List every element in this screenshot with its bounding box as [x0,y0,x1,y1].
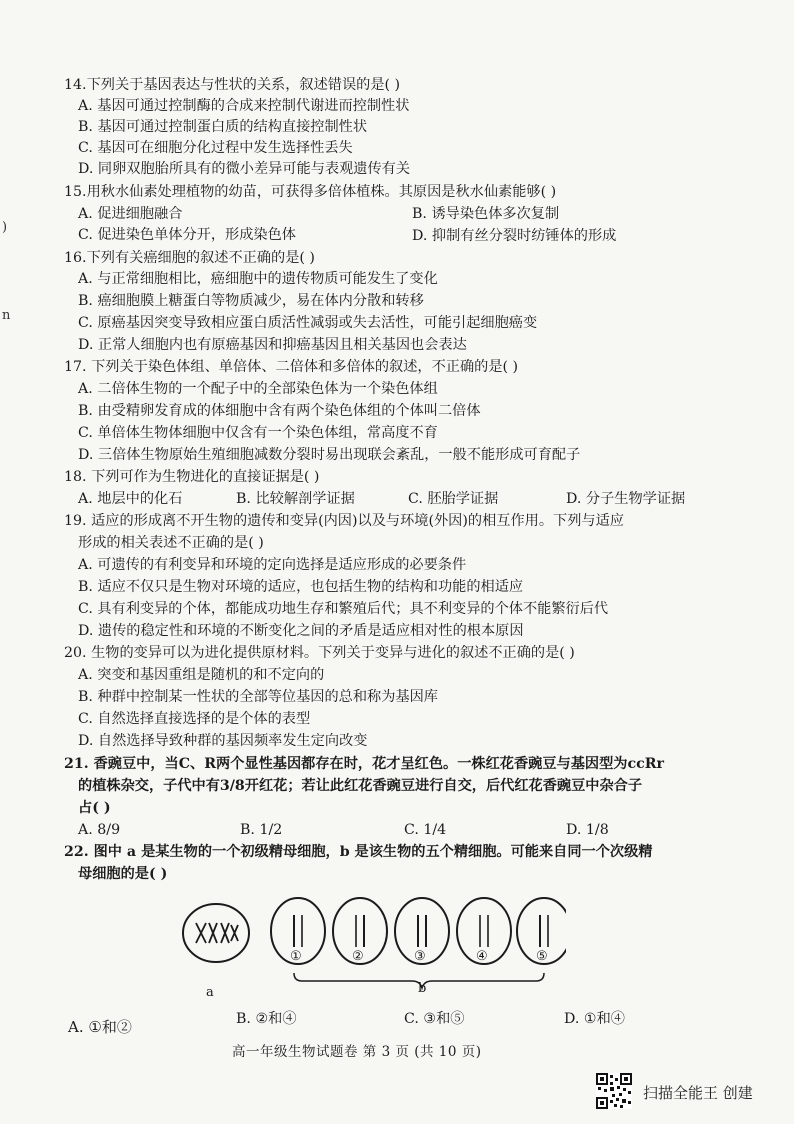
question-18-stem: 18. 下列可作为生物进化的直接证据是( ) [64,469,320,485]
question-15-option-c: C. 促进染色单体分开，形成染色体 [78,227,296,243]
question-21-stem-line1: 21. 香豌豆中，当C、R两个显性基因都存在时，花才呈红色。一株红花香豌豆与基因型为ccRr [64,756,664,772]
question-16-stem: 16.下列有关癌细胞的叙述不正确的是( ) [64,250,315,266]
question-17-option-a: A. 二倍体生物的一个配子中的全部染色体为一个染色体组 [78,381,438,397]
question-15-stem: 15.用秋水仙素处理植物的幼苗，可获得多倍体植株。其原因是秋水仙素能够( ) [64,184,557,200]
question-22-option-c: C. ③和⑤ [404,1011,465,1027]
question-14-option-d: D. 同卵双胞胎所具有的微小差异可能与表观遗传有关 [78,161,411,177]
question-15-option-a: A. 促进细胞融合 [78,206,183,222]
page-footer: 高一年级生物试题卷 第 3 页 (共 10 页) [232,1044,482,1060]
question-17-option-b: B. 由受精卵发育成的体细胞中含有两个染色体组的个体叫二倍体 [78,403,481,419]
question-18-option-a: A. 地层中的化石 [78,491,183,507]
question-18-option-c: C. 胚胎学证据 [408,491,499,507]
question-20-option-b: B. 种群中控制某一性状的全部等位基因的总和称为基因库 [78,689,438,705]
figure-label-a: a [206,985,214,1000]
edge-mark: ) [2,220,8,235]
qr-code-icon [596,1073,632,1109]
question-22-option-d: D. ①和④ [564,1011,625,1027]
question-20-option-c: C. 自然选择直接选择的是个体的表型 [78,711,311,727]
question-20-option-a: A. 突变和基因重组是随机的和不定向的 [78,667,325,683]
question-16-option-c: C. 原癌基因突变导致相应蛋白质活性减弱或失去活性，可能引起细胞癌变 [78,315,538,331]
question-19-option-d: D. 遗传的稳定性和环境的不断变化之间的矛盾是适应相对性的根本原因 [78,623,524,639]
question-21-stem-line2: 的植株杂交，子代中有3/8开红花；若让此红花香豌豆进行自交，后代红花香豌豆中杂合子 [78,778,643,794]
cell-figure [176,893,566,1003]
question-16-option-a: A. 与正常细胞相比，癌细胞中的遗传物质可能发生了变化 [78,271,438,287]
question-16-option-b: B. 癌细胞膜上糖蛋白等物质减少，易在体内分散和转移 [78,293,424,309]
question-21-option-a: A. 8/9 [78,822,121,838]
question-21-stem-line3: 占( ) [78,800,111,816]
question-15-option-b: B. 诱导染色体多次复制 [412,206,560,222]
question-22-stem-line2: 母细胞的是( ) [78,866,168,882]
primary-spermatocyte-cell [183,904,249,962]
cell-number-1: ① [290,949,302,964]
edge-mark: n [2,308,11,323]
question-15-option-d: D. 抑制有丝分裂时纺锤体的形成 [412,228,617,244]
question-19-option-a: A. 可遗传的有利变异和环境的定向选择是适应形成的必要条件 [78,557,467,573]
figure-label-b: b [418,981,427,996]
question-18-option-b: B. 比较解剖学证据 [236,491,355,507]
question-16-option-d: D. 正常人细胞内也有原癌基因和抑癌基因且相关基因也会表达 [78,337,467,353]
question-19-option-c: C. 具有利变异的个体，都能成功地生存和繁殖后代；具不利变异的个体不能繁衍后代 [78,601,609,617]
question-19-stem-line1: 19. 适应的形成离不开生物的遗传和变异(内因)以及与环境(外因)的相互作用。下列与适应 [64,513,624,529]
question-17-option-d: D. 三倍体生物原始生殖细胞减数分裂时易出现联会紊乱，一般不能形成可育配子 [78,447,581,463]
cell-number-2: ② [352,949,364,964]
question-22-stem-line1: 22. 图中 a 是某生物的一个初级精母细胞，b 是该生物的五个精细胞。可能来自同一个次级精 [64,844,653,860]
cell-number-4: ④ [476,949,488,964]
question-21-option-d: D. 1/8 [566,822,609,838]
question-21-option-c: C. 1/4 [404,822,447,838]
cell-diagram [176,893,566,1003]
question-20-stem: 20. 生物的变异可以为进化提供原材料。下列关于变异与进化的叙述不正确的是( ) [64,645,575,661]
question-14-stem: 14.下列关于基因表达与性状的关系，叙述错误的是( ) [64,77,401,93]
question-14-option-a: A. 基因可通过控制酶的合成来控制代谢进而控制性状 [78,98,410,114]
question-21-option-b: B. 1/2 [240,822,283,838]
question-14-option-c: C. 基因可在细胞分化过程中发生选择性丢失 [78,140,353,156]
question-17-stem: 17. 下列关于染色体组、单倍体、二倍体和多倍体的叙述，不正确的是( ) [64,359,519,375]
cell-number-3: ③ [414,949,426,964]
scanner-watermark: 扫描全能王 创建 [643,1084,753,1102]
question-18-option-d: D. 分子生物学证据 [566,491,686,507]
question-20-option-d: D. 自然选择导致种群的基因频率发生定向改变 [78,733,368,749]
question-17-option-c: C. 单倍体生物体细胞中仅含有一个染色体组，常高度不育 [78,425,438,441]
question-14-option-b: B. 基因可通过控制蛋白质的结构直接控制性状 [78,119,368,135]
cell-number-5: ⑤ [536,949,548,964]
question-19-option-b: B. 适应不仅只是生物对环境的适应，也包括生物的结构和功能的相适应 [78,579,524,595]
question-19-stem-line2: 形成的相关表述不正确的是( ) [78,535,264,551]
question-22-option-b: B. ②和④ [236,1011,297,1027]
question-22-option-a: A. ①和② [68,1018,132,1036]
